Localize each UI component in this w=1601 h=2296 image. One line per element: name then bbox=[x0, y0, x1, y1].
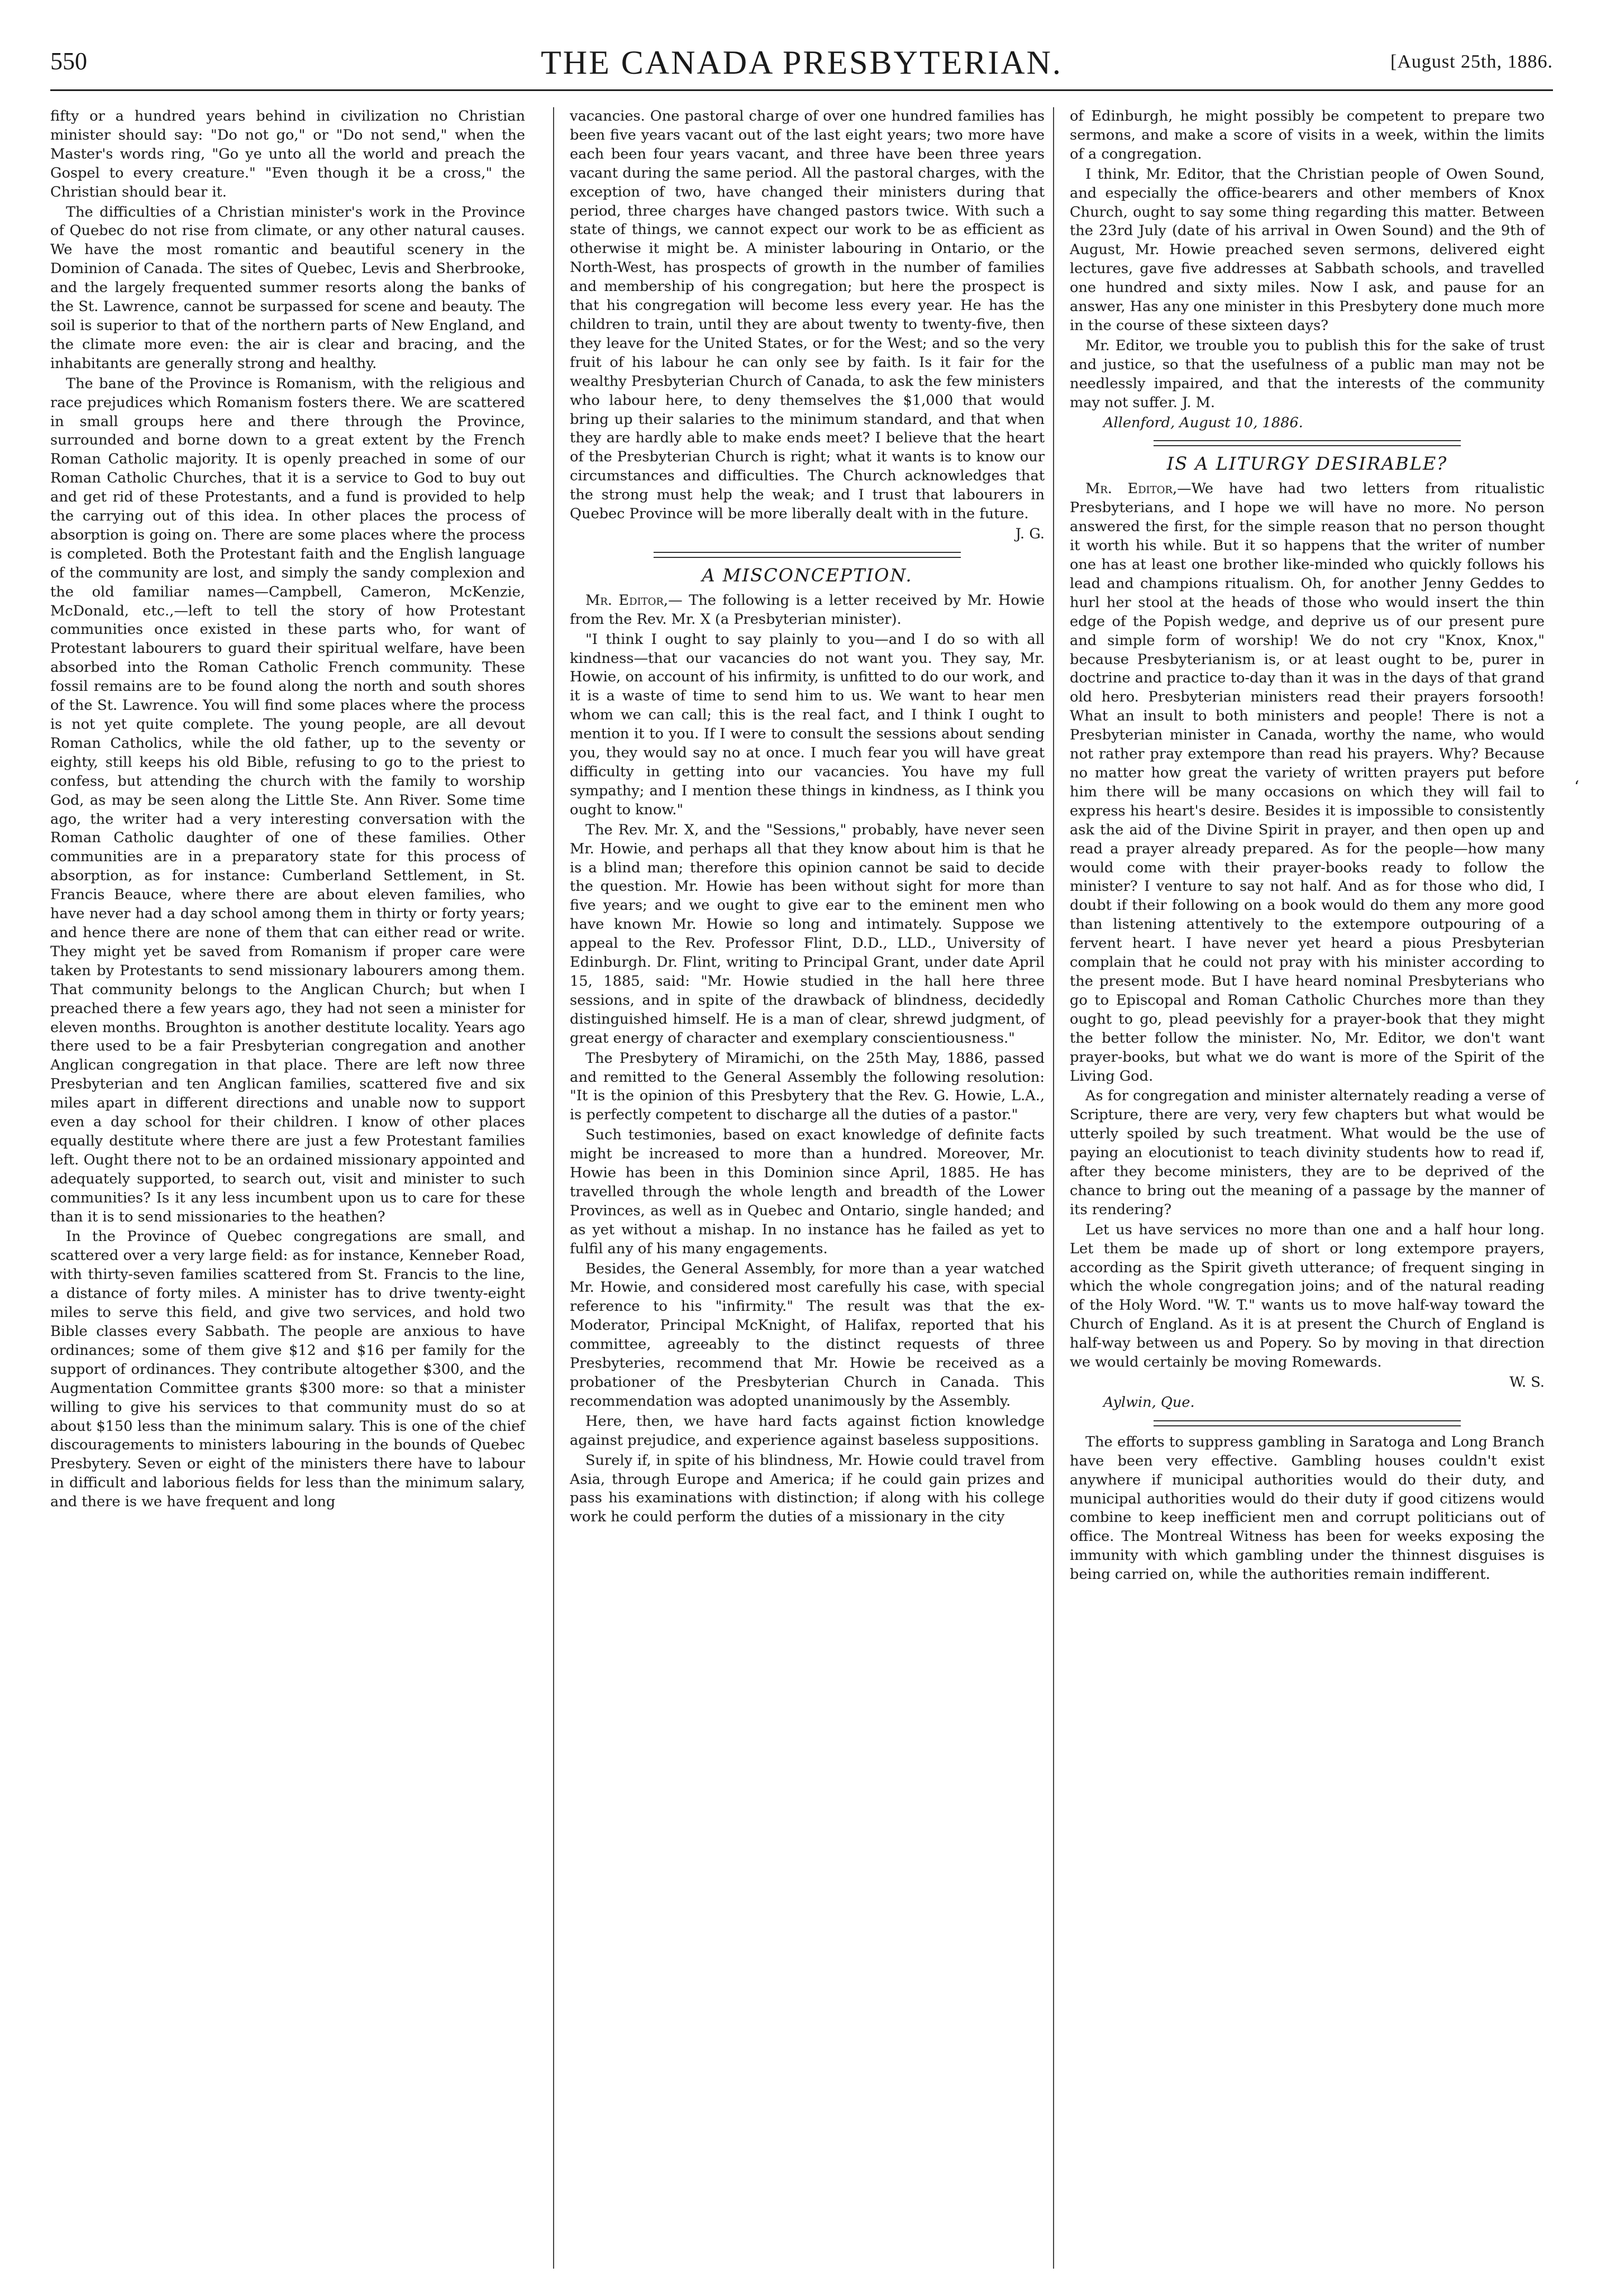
page-number: 550 bbox=[50, 47, 87, 75]
article-paragraph: Besides, the General Assembly, for more than a year watched Mr. Howie, and considered most carefully his case, with special reference to his "infirmity." The result was that the ex-Moderator, Principal McKnight, of Halifax, reported that his committee, agreeably to the distinct requests of three Presbyteries, recommend that Mr. Howie be received as a probationer of the Presbyterian Church in Canada. This recommendation was adopted unanimously by the Assembly. bbox=[570, 1260, 1045, 1410]
column-1 bbox=[50, 107, 525, 1513]
dateline: Allenford, August 10, 1886. bbox=[1103, 414, 1303, 431]
article-paragraph: The efforts to suppress gambling in Saratoga and Long Branch have been very effective. Gambling houses couldn't exist anywhere if municipal authorities would do their duty, and municipal authorities would do their duty if good citizens would combine to keep inefficient men and corrupt politicians out of office. The Montreal Witness has been for weeks exposing the immunity with which gambling under the thinnest disguises is being carried on, while the authorities remain indifferent. bbox=[1070, 1433, 1545, 1583]
column-2 bbox=[570, 107, 1045, 1528]
article-paragraph: The bane of the Province is Romanism, with the religious and race prejudices which Romanism fosters there. We are scattered in small groups here and there through the Province, surrounded and borne down to a great extent by the French Roman Catholic majority. It is openly preached in some of our Roman Catholic Churches, that it is a service to God to buy out and get rid of these Protestants, and a fund is provided to help the carrying out of this idea. In other places the process of absorption is going on. There are some places where the process is completed. Both the Protestant faith and the English language of the community are lost, and simply the sandy complexion and the old familiar names—Campbell, Cameron, McKenzie, McDonald, etc.,—left to tell the story of how Protestant communities once existed in these parts who, for want of Protestant labourers to guard their spiritual welfare, have been absorbed into the Roman Catholic French community. These fossil remains are to be found along the north and south shores of the St. Lawrence. You will find some places where the process is not yet quite complete. The young people, are all devout Roman Catholics, while the old father, up to the seventy or eighty, still keeps his old Bible, refusing to go to the priest to confess, but attending the church with the family to worship God, as may be seen along the Little Ste. Ann River. Some time ago, the writer had a very interesting conversation with the Roman Catholic daughter of one of these families. Other communities are in a preparatory state for this process of absorption, as for instance: Cumberland Settlement, in St. Francis Beauce, where there are about eleven families, who have never had a day school among them in thirty or forty years; and hence there are none of them that can either read or write. They might yet be saved from Romanism if proper care were taken by Protestants to send missionary labourers among them. That community belongs to the Anglican Church; but when I preached there a few years ago, they had not seen a minister for eleven months. Broughton is another destitute locality. Years ago there used to be a fair Presbyterian congregation and another Anglican congregation in that place. There are left now three Presbyterian and ten Anglican families, scattered five and six miles apart in different directions and unable now to support even a day school for their children. I know of other places equally destitute where there are just a few Protestant families left. Ought there not to be an ordained missionary appointed and adequately supported, to search out, visit and minister to such communities? Is it any less incumbent upon us to care for these than it is to send missionaries to the heathen? bbox=[50, 375, 525, 1225]
section-rule bbox=[654, 552, 961, 558]
article-paragraph: fifty or a hundred years behind in civilization no Christian minister should say: "Do not go," or "Do not send," when the Master's words ring, "Go ye unto all the world and preach the Gospel to every creature." "Even though it be a cross," the Christian should bear it. bbox=[50, 108, 525, 201]
section-rule bbox=[1154, 440, 1461, 446]
article-paragraph: The difficulties of a Christian minister's work in the Province of Quebec do not rise from climate, or any other natural causes. We have the most romantic and beautiful scenery in the Dominion of Canada. The sites of Quebec, Levis and Sherbrooke, and the largely frequented summer resorts along the banks of the St. Lawrence, cannot be surpassed for scene and beauty. The soil is superior to that of the northern parts of New England, and the climate more even: the air is clear and bracing, and the inhabitants are generally strong and healthy. bbox=[50, 203, 525, 372]
article-paragraph: In the Province of Quebec congregations are small, and scattered over a very large field: as for instance, Kenneber Road, with thirty-seven families scattered from St. Francis to the line, a distance of forty miles. A minister has to drive twenty-eight miles to serve this field, and give two services, and hold two Bible classes every Sabbath. The people are anxious to have ordinances; some of them give $12 and $16 per family for the support of ordinances. They contribute altogether $300, and the Augmentation Committee grants $300 more: so that a minister willing to give his services to that community must do so at about $150 less than the minimum salary. This is one of the chief discouragements to ministers labouring in the bounds of Quebec Presbytery. Seven or eight of the ministers there have to labour in difficult and laborious fields for less than the minimum salary, and there is we have frequent and long bbox=[50, 1228, 525, 1511]
dateline: Aylwin, Que. bbox=[1103, 1393, 1195, 1411]
article-heading: A MISCONCEPTION. bbox=[702, 564, 913, 586]
article-paragraph: I think, Mr. Editor, that the Christian people of Owen Sound, and especially the office-bearers and other members of Knox Church, ought to say some thing regarding this matter. Between the 23rd July (date of his arrival in Owen Sound) and the 9th of August, Mr. Howie preached seven sermons, delivered eight lectures, gave five addresses at Sabbath schools, and travelled one hundred and sixty miles. Now I ask, and pause for an answer, Has any one minister in this Presbytery done much more in the course of these sixteen days? bbox=[1070, 165, 1545, 334]
margin-mark: ‘ bbox=[1574, 777, 1579, 796]
article-paragraph bbox=[1070, 480, 1545, 1086]
article-paragraph: Let us have services no more than one and a half hour long. Let them be made up of short or long extempore prayers, according as the Spirit giveth utterance; of frequent singing in which the whole congregation joins; and of the natural reading of the Holy Word. "W. T." wants us to move half-way toward the Church of England. As it is at present the Church of England is half-way between us and Popery. So by moving in that direction we would certainly be moving Romewards. bbox=[1070, 1221, 1545, 1371]
article-text: — The following is a letter received by Mr. Howie from the Rev. Mr. X (a Presbyterian minister). bbox=[570, 591, 1045, 628]
article-paragraph: of Edinburgh, he might possibly be competent to prepare two sermons, and make a score of visits in a week, within the limits of a congregation. bbox=[1070, 108, 1545, 163]
article-paragraph: The Presbytery of Miramichi, on the 25th May, 1886, passed and remitted to the General Assembly the following resolution: "It is the opinion of this Presbytery that the Rev. G. Howie, L.A., is perfectly competent to discharge all the duties of a pastor." bbox=[570, 1049, 1045, 1124]
article-paragraph: Such testimonies, based on exact knowledge of definite facts might be increased to more than a hundred. Moreover, Mr. Howie has been in this Dominion since April, 1885. He has travelled through the whole length and breadth of the Lower Provinces, as well as in Quebec and Ontario, single handed; and as yet without a mishap. In no instance has he failed as yet to fulfil any of his many engagements. bbox=[570, 1126, 1045, 1257]
masthead-rule bbox=[50, 89, 1553, 91]
article-paragraph: The Rev. Mr. X, and the "Sessions," probably, have never seen Mr. Howie, and perhaps all that they know about him is that he is a blind man; therefore this opinion cannot be said to decide the question. Mr. Howie has been without sight for more than five years; and we ought to give ear to the eminent men who have known Mr. Howie so long and intimately. Suppose we appeal to the Rev. Professor Flint, D.D., LLD., University of Edinburgh. Dr. Flint, writing to Principal Grant, under date April 15, 1885, said: "Mr. Howie studied in the hall here three sessions, and in spite of the drawback of blindness, decidedly distinguished himself. He is a man of clear, shrewd judgment, of great energy of character and exemplary conscientiousness." bbox=[570, 821, 1045, 1047]
column-divider bbox=[553, 107, 554, 2269]
article-text: —We have had two letters from ritualistic Presbyterians, and I hope we will have no more. No person answered the first, for the simple reason that no person thought it worth his while. But it so happens that the writer of number one has at least one brother like-minded who quickly follows his lead and champions ritualism. Oh, for another Jenny Geddes to hurl her stool at the heads of those who would insert the thin edge of the Popish wedge, and deprive us of our present pure and simple form of worship! We do not cry "Knox, Knox," because Presbyterianism is, or at least ought to be, purer in doctrine and practice to-day than it was in the days of that grand old hero. Presbyterian ministers read their prayers forsooth! What an insult to both ministers and people! There is not a Presbyterian minister in Canada, worthy the name, who would not rather pray extempore than read his prayers. Why? Because no matter how great the variety of written prayers put before him there will be many occasions on which they will fail to express his heart's desire. Besides it is impossible to consistently ask the aid of the Divine Spirit in prayer, and then open up and read a prayer already prepared. As for the people—how many would come with their prayer-books ready to follow the minister? I venture to say not half. And as for those who did, I doubt if their following on a book would do them any more good than listening attentively to the extempore outpouring of a fervent heart. I have never yet heard a pious Presbyterian complain that he could not pray with his minister according to the present mode. But I have heard nominal Presbyterians who go to Episcopal and Roman Catholic Churches more than they ought to go, plead peevishly for a prayer-book that they might the better follow the minister. No, Mr. Editor, we don't want prayer-books, but what we do want is more of the Spirit of the Living God. bbox=[1070, 480, 1545, 1085]
editor-salutation: Mr. Editor, bbox=[1085, 480, 1178, 498]
editor-salutation: Mr. Editor, bbox=[585, 591, 669, 609]
article-paragraph: vacancies. One pastoral charge of over one hundred families has been five years vacant out of the last eight years; two more have each been four years vacant, and three have been three years vacant during the same period. All the pastoral charges, with the exception of two, have changed their ministers during that period, three charges have changed pastors twice. With such a state of things, we cannot expect our work to be as efficient as otherwise it might be. A minister labouring in Ontario, or the North-West, has prospects of growth in the number of families and membership of his congregation; but here the prospect is that his congregation will become less every year. He has the children to train, until they are about twenty to twenty-five, then they leave for the United States, or for the West; and so the very fruit of his labour he can only see by faith. Is it fair for the wealthy Presbyterian Church of Canada, to ask the few ministers who labour here, to deny themselves the $1,000 that would bring up their salaries to the minimum standard, and that when they are hardly able to make ends meet? I believe that the heart of the Presbyterian Church is right; what it wants is to know our circumstances and difficulties. The Church acknowledges that the strong must help the weak; and I trust that labourers in Quebec Province will be more liberally dealt with in the future. bbox=[570, 108, 1045, 523]
author-signature: J. G. bbox=[1015, 525, 1045, 542]
article-paragraph bbox=[570, 591, 1045, 629]
column-divider bbox=[1053, 107, 1054, 2269]
article-paragraph: Surely if, in spite of his blindness, Mr. Howie could travel from Asia, through Europe and America; if he could gain prizes and pass his examinations with distinction; if along with his college work he could perform the duties of a missionary in the city bbox=[570, 1452, 1045, 1526]
column-3 bbox=[1070, 107, 1545, 1586]
issue-date: [August 25th, 1886. bbox=[1390, 51, 1553, 72]
author-signature: W. S. bbox=[1509, 1374, 1545, 1391]
article-paragraph: As for congregation and minister alternately reading a verse of Scripture, there are very, very few chapters but what would be utterly spoiled by such treatment. What would be the use of paying an elocutionist to teach divinity students how to read if, after they become ministers, they are to be deprived of the chance to bring out the meaning of a passage by the manner of its rendering? bbox=[1070, 1087, 1545, 1218]
article-paragraph: Mr. Editor, we trouble you to publish this for the sake of trust and justice, so that the usefulness of a public man may not be needlessly impaired, and that the interests of the community may not suffer. J. M. bbox=[1070, 337, 1545, 411]
masthead bbox=[50, 44, 1553, 88]
article-heading: IS A LITURGY DESIRABLE? bbox=[1166, 453, 1448, 475]
article-paragraph: Here, then, we have hard facts against fiction knowledge against prejudice, and experience against baseless suppositions. bbox=[570, 1412, 1045, 1449]
newspaper-title: THE CANADA PRESBYTERIAN. bbox=[541, 44, 1062, 81]
article-paragraph: "I think I ought to say plainly to you—and I do so with all kindness—that our vacancies do not want you. They say, Mr. Howie, on account of his infirmity, is unfitted to do our work, and it is a waste of time to send him to us. We want to hear men whom we can call; this is the real fact, and I think I ought to mention it to you. If I were to consult the sessions about sending you, they would say no at once. I much fear you will have great difficulty in getting into our vacancies. You have my full sympathy; and I mention these things in kindness, as I think you ought to know." bbox=[570, 631, 1045, 818]
section-rule bbox=[1154, 1420, 1461, 1426]
